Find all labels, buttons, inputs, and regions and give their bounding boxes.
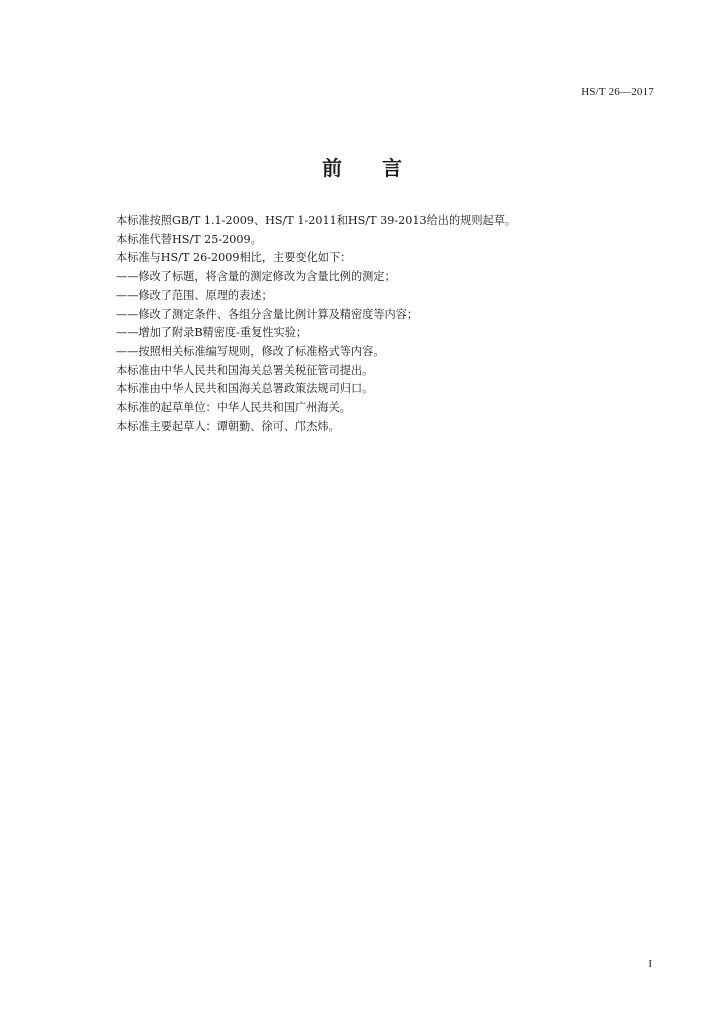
foreword-line: 本标准主要起草人：谭朝勤、徐可、邝杰炜。 — [116, 419, 340, 433]
foreword-line: ——修改了标题，将含量的测定修改为含量比例的测定； — [116, 270, 396, 284]
foreword-line: 本标准的起草单位：中华人民共和国广州海关。 — [116, 401, 351, 415]
foreword-line: 本标准由中华人民共和国海关总署政策法规司归口。 — [116, 382, 374, 396]
foreword-title-part2: 言 — [382, 156, 402, 180]
foreword-line: 本标准与HS/T 26-2009相比，主要变化如下： — [116, 251, 352, 265]
foreword-line: ——修改了范围、原理的表述； — [116, 288, 273, 302]
foreword-title-part1: 前 — [322, 156, 342, 180]
foreword-line: 本标准代替HS/T 25-2009。 — [116, 232, 262, 246]
document-code: HS/T 26—2017 — [581, 86, 654, 98]
foreword-line: ——增加了附录B精密度-重复性实验； — [116, 326, 308, 340]
foreword-line: ——按照相关标准编写规则，修改了标准格式等内容。 — [116, 344, 385, 358]
foreword-body — [116, 212, 656, 436]
foreword-line: ——修改了测定条件、各组分含量比例计算及精密度等内容； — [116, 307, 419, 321]
foreword-line: 本标准由中华人民共和国海关总署关税征管司提出。 — [116, 363, 374, 377]
foreword-title — [0, 152, 724, 181]
page-number: I — [648, 958, 652, 970]
foreword-line: 本标准按照GB/T 1.1-2009、HS/T 1-2011和HS/T 39-2013给出的规则起草。 — [116, 214, 517, 227]
